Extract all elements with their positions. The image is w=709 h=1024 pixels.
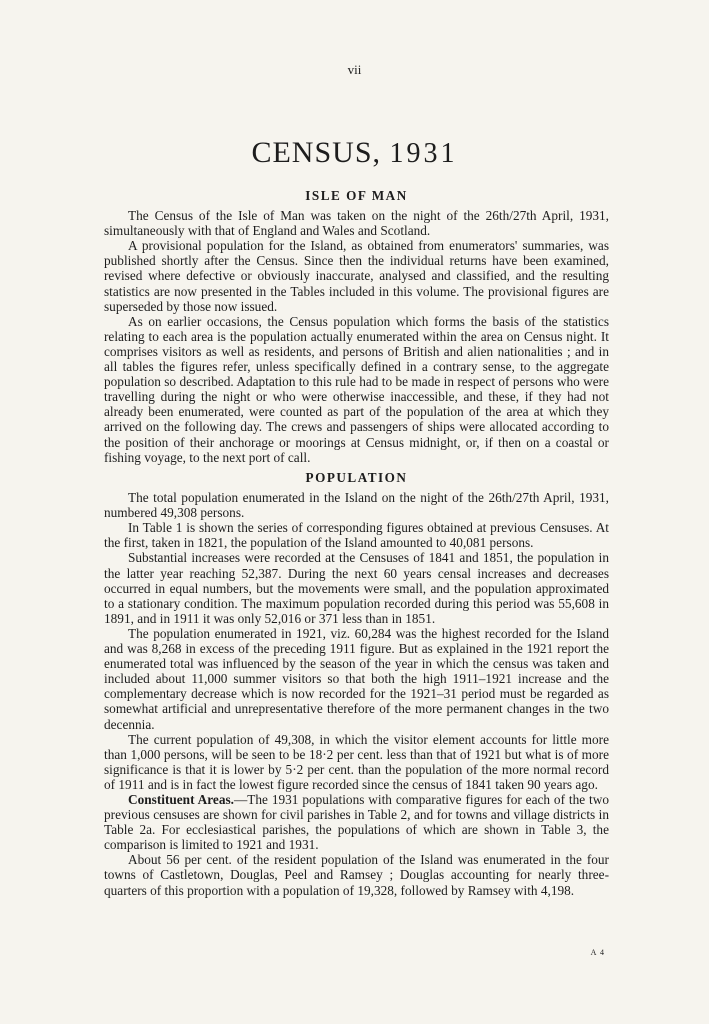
title-main: CENSUS, <box>251 136 382 169</box>
population-section <box>104 470 609 898</box>
paragraph-population-5: The current population of 49,308, in which the visitor element accounts for little more than 1,000 persons, will be seen to be 18·2 per cent. less than that of 1921 but what is of more significance is that it is lower by 5·2 per cent. than the population of the more normal record of 1911 and is in fact the lowest figure recorded since the census of 1841 taken 90 years ago. <box>104 731 609 792</box>
section-heading-isle-of-man: ISLE OF MAN <box>305 188 408 203</box>
paragraph-intro-1: The Census of the Isle of Man was taken on the night of the 26th/27th April, 1931, simultaneously with that of England and Wales and Scotland. <box>104 208 609 239</box>
title-year: 1931 <box>389 138 458 169</box>
paragraph-intro-2: A provisional population for the Island, as obtained from enumerators' summaries, was published shortly after the Census. Since then the individual returns have been examined, revised where defective or obviously inaccurate, analysed and classified, and the resulting statistics are now presented in the Tables included in this volume. The provisional figures are superseded by those now issued. <box>104 238 609 314</box>
page-title <box>0 136 709 170</box>
paragraph-population-1: The total population enumerated in the Island on the night of the 26th/27th April, 1931, numbered 49,308 persons. <box>104 490 609 521</box>
constituent-areas-text: —The 1931 populations with comparative figures for each of the two previous censuses are shown for civil parishes in Table 2, and for towns and village districts in Table 2a. For ecclesiastical parishes, the populations of which are shown in Table 3, the comparison is limited to 1921 and 1931. <box>104 791 609 853</box>
constituent-areas-heading: Constituent Areas. <box>128 791 234 807</box>
section-heading-population: POPULATION <box>305 470 408 485</box>
signature-mark: A 4 <box>590 948 605 957</box>
page-number: vii <box>347 62 362 77</box>
paragraph-population-2: In Table 1 is shown the series of corresponding figures obtained at previous Censuses. At the first, taken in 1821, the population of the Island amounted to 40,081 persons. <box>104 520 609 551</box>
paragraph-population-3: Substantial increases were recorded at the Censuses of 1841 and 1851, the population in the latter year reaching 52,387. During the next 60 years censal increases and decreases occurred in equal numbers, but the movements were small, and the population approximated to a stationary condition. The maximum population recorded during this period was 55,608 in 1891, and in 1911 it was only 52,016 or 371 less than in 1851. <box>104 550 609 626</box>
intro-section <box>104 188 609 465</box>
paragraph-towns: About 56 per cent. of the resident population of the Island was enumerated in the four towns of Castletown, Douglas, Peel and Ramsey ; Douglas accounting for nearly three-quarters of this proportion with a population of 19,328, followed by Ramsey with 4,198. <box>104 852 609 898</box>
paragraph-constituent-areas <box>104 792 609 852</box>
paragraph-population-4: The population enumerated in 1921, viz. 60,284 was the highest recorded for the Island and was 8,268 in excess of the preceding 1911 figure. But as explained in the 1921 report the enumerated total was influenced by the season of the year in which the census was taken and included about 11,000 summer visitors so that both the high 1911–1921 increase and the complementary decrease which is now recorded for the 1921–31 period must be regarded as somewhat artificial and unrepresentative therefore of the more permanent changes in the two decennia. <box>104 625 609 732</box>
paragraph-intro-3: As on earlier occasions, the Census population which forms the basis of the statistics relating to each area is the population actually enumerated within the area on Census night. It comprises visitors as well as residents, and persons of British and alien nationalities ; and in all tables the figures refer, unless specifically defined in a contrary sense, to the aggregate population so described. Adaptation to this rule had to be made in respect of persons who were travelling during the night or who were otherwise inaccessible, and these, if they had not already been enumerated, were counted as part of the population of the area at which they arrived on the following day. The crews and passengers of ships were allocated according to the position of their anchorage or moorings at Census midnight, or, if then on a coastal or fishing voyage, to the next port of call. <box>104 313 609 465</box>
